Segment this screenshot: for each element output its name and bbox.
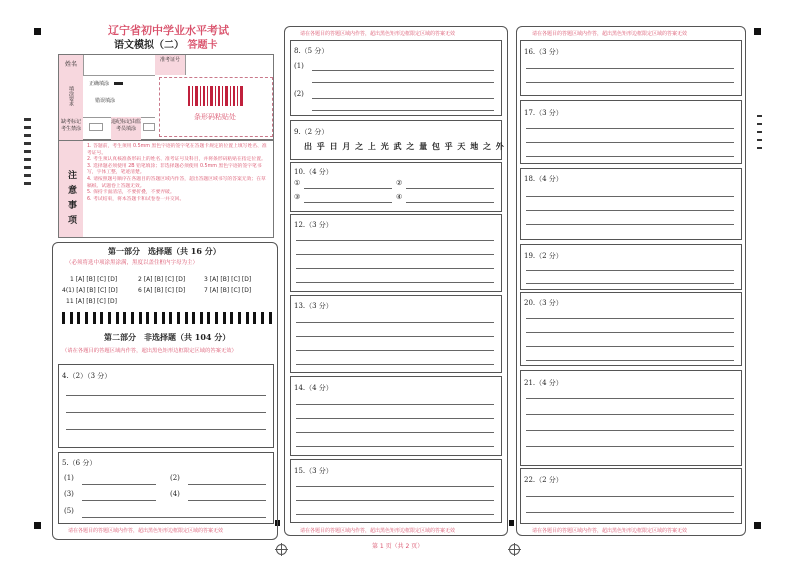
boundary-note-bottom-right: 请在各题目的答题区域内作答，超出黑色矩形边框限定区域的答案无效 [532,528,688,534]
timing-bar-row [62,312,272,324]
answer-line[interactable] [82,500,156,501]
choice-item[interactable]: 2 [A] [B] [C] [D] [138,276,186,283]
card-title-suffix: 答题卡 [187,40,218,51]
crosshair-mark [276,544,287,555]
answer-line[interactable] [526,346,734,347]
answer-line[interactable] [526,128,734,129]
q5-label: (3) [64,490,74,498]
answer-line[interactable] [66,429,266,430]
answer-line[interactable] [526,82,734,83]
registration-mark [754,28,761,35]
answer-line[interactable] [296,336,494,337]
choice-row [204,287,251,294]
subject-title: 语文模拟（二） [114,40,184,51]
correct-fill-label [89,80,123,87]
answer-line[interactable] [188,500,266,501]
q8-title: 8.（5 分） [294,47,329,55]
answer-line[interactable] [296,432,494,433]
crosshair-mark [509,544,520,555]
q17-title: 17.（3 分） [524,109,563,117]
correct-fill-text: 正确填涂 [89,81,110,87]
registration-mark [754,522,761,529]
answer-line[interactable] [296,446,494,447]
boundary-note-bottom-middle: 请在各题目的答题区域内作答，超出黑色矩形边框限定区域的答案无效 [300,528,456,534]
boundary-note-top-right: 请在各题目的答题区域内作答，超出黑色矩形边框限定区域的答案无效 [532,31,688,37]
answer-line[interactable] [526,512,734,513]
answer-line[interactable] [526,318,734,319]
q10-label: ④ [396,193,403,201]
answer-line[interactable] [312,110,494,111]
timing-marks-left [24,118,31,185]
answer-line[interactable] [526,360,734,361]
exam-title: 辽宁省初中学业水平考试 [108,24,229,37]
correct-fill-sample [114,82,123,85]
q22-title: 22.（2 分） [524,476,563,484]
answer-line[interactable] [296,268,494,269]
answer-line[interactable] [526,68,734,69]
notice-block [58,140,274,238]
notice-title: 注意事项 [59,141,83,237]
barcode-icon [188,86,244,106]
q12-title: 12.（3 分） [294,221,333,229]
answer-line[interactable] [296,364,494,365]
part1-title: 第一部分 选择题（共 16 分） [108,246,221,256]
q9-title: 9.（2 分） [294,128,329,136]
answer-line[interactable] [526,224,734,225]
q5-label: (5) [64,507,74,515]
registration-mark [509,520,514,526]
answer-line[interactable] [296,254,494,255]
choice-row [70,276,117,283]
q8-label: (1) [294,62,304,70]
answer-line[interactable] [66,412,266,413]
q14-title: 14.（4 分） [294,384,333,392]
part2-note: （请在各题目的答题区域内作答，超出黑色矩形边框限定区域的答案无效） [62,348,237,354]
wrong-fill-text: 错误填涂 [95,98,116,104]
answer-line[interactable] [296,514,494,515]
q5-label: (1) [64,474,74,482]
boundary-note-top-middle: 请在各题目的答题区域内作答，超出黑色矩形边框限定区域的答案无效 [300,31,456,37]
q9-sentence: 出 乎 日 月 之 上 光 武 之 量 包 乎 天 地 之 外 [304,141,505,151]
q13-title: 13.（3 分） [294,302,333,310]
q10-label: ② [396,179,403,187]
q4-title: 4.（2）（3 分） [62,372,112,380]
name-label: 姓名 [59,55,83,75]
answer-line[interactable] [296,486,494,487]
name-field[interactable] [83,55,156,75]
q9-box [290,120,502,160]
answer-line[interactable] [296,500,494,501]
answer-line[interactable] [526,156,734,157]
q5-label: (4) [170,490,180,498]
exam-number-field[interactable] [185,55,274,75]
choice-row [62,287,118,294]
choice-item[interactable]: 11 [A] [B] [C] [D] [66,298,118,305]
answer-line[interactable] [296,418,494,419]
absent-mark-label: 缺考标记考生禁涂 [59,117,83,141]
choice-item[interactable]: 4(1) [A] [B] [C] [D] [62,287,118,294]
answer-line[interactable] [526,196,734,197]
barcode-area [159,77,273,137]
page-number: 第 1 页（共 2 页） [372,543,424,550]
answer-line[interactable] [296,322,494,323]
answer-line[interactable] [312,70,494,71]
choice-item[interactable]: 1 [A] [B] [C] [D] [70,276,118,283]
q16-title: 16.（3 分） [524,48,563,56]
q20-title: 20.（3 分） [524,299,563,307]
info-block [58,54,274,140]
answer-line[interactable] [82,484,156,485]
q8-label: (2) [294,90,304,98]
answer-line[interactable] [304,202,392,203]
violation-mark-label: 违纪标记由监考员填涂 [111,117,141,141]
answer-line[interactable] [296,282,494,283]
notice-item: 5. 保持卡面清洁，不要折叠，不要弄破。 [87,190,175,196]
q5-title: 5.（6 分） [62,459,97,467]
answer-line[interactable] [526,446,734,447]
answer-card-title [114,36,217,51]
wrong-fill-label [95,97,115,104]
q19-title: 19.（2 分） [524,252,563,260]
answer-line[interactable] [406,188,494,189]
notice-item: 6. 考试结束，将本答题卡和试卷卷一并交回。 [87,196,185,202]
notice-item: 4. 请按照题号顺序在各题目的答题区域内作答，超出答题区域书写的答案无效；在草稿纸、试题卷上答题无效。 [87,176,266,189]
timing-marks-right [757,115,762,149]
answer-line[interactable] [312,82,494,83]
q10-label: ③ [294,193,301,201]
answer-line[interactable] [526,332,734,333]
absent-mark-box[interactable] [89,123,103,131]
answer-line[interactable] [526,283,734,284]
q10-title: 10.（4 分） [294,168,333,176]
violation-mark-box[interactable] [143,123,155,131]
exam-no-label: 准考证号 [155,55,185,75]
notice-list [87,144,269,203]
answer-line[interactable] [312,98,494,99]
answer-line[interactable] [526,142,734,143]
choice-item[interactable]: 7 [A] [B] [C] [D] [204,287,252,294]
q10-label: ① [294,179,301,187]
answer-line[interactable] [526,414,734,415]
q15-title: 15.（3 分） [294,467,333,475]
registration-mark [34,28,41,35]
choice-item[interactable]: 3 [A] [B] [C] [D] [204,276,252,283]
answer-line[interactable] [526,398,734,399]
notice-item: 2. 考生须认真核准条形码上的姓名、准考证号及科目，并将条形码粘贴在指定位置。 [87,157,266,163]
choice-row [138,287,185,294]
choice-row [66,298,117,305]
answer-line[interactable] [188,484,266,485]
q18-title: 18.（4 分） [524,175,563,183]
fill-requirement-label: 填涂要求 [59,75,83,117]
notice-item: 1. 答题前，考生须用 0.5mm 黑色字迹的签字笔在答题卡规定的位置上填写姓名、准考证号。 [87,144,267,156]
choice-row [138,276,185,283]
registration-mark [34,522,41,529]
answer-line[interactable] [82,517,266,518]
answer-line[interactable] [526,210,734,211]
answer-line[interactable] [296,240,494,241]
choice-row [204,276,251,283]
answer-line[interactable] [406,202,494,203]
q5-label: (2) [170,474,180,482]
answer-line[interactable] [526,270,734,271]
answer-line[interactable] [296,350,494,351]
barcode-label: 条形码粘贴处 [194,113,236,121]
q21-title: 21.（4 分） [524,379,563,387]
answer-line[interactable] [304,188,392,189]
answer-line[interactable] [66,395,266,396]
boundary-note-bottom-left: 请在各题目的答题区域内作答，超出黑色矩形边框限定区域的答案无效 [68,528,224,534]
choice-item[interactable]: 6 [A] [B] [C] [D] [138,287,186,294]
answer-line[interactable] [526,430,734,431]
answer-line[interactable] [526,496,734,497]
notice-item: 3. 选择题必须使用 2B 铅笔填涂；非选择题必须使用 0.5mm 黑色字迹的签字笔书写，字体工整，笔迹清楚。 [87,163,262,176]
part1-note: （必须将选中项涂黑涂满，黑度以盖住框内字母为主） [66,260,199,266]
answer-line[interactable] [296,404,494,405]
part2-title: 第二部分 非选择题（共 104 分） [104,332,231,342]
